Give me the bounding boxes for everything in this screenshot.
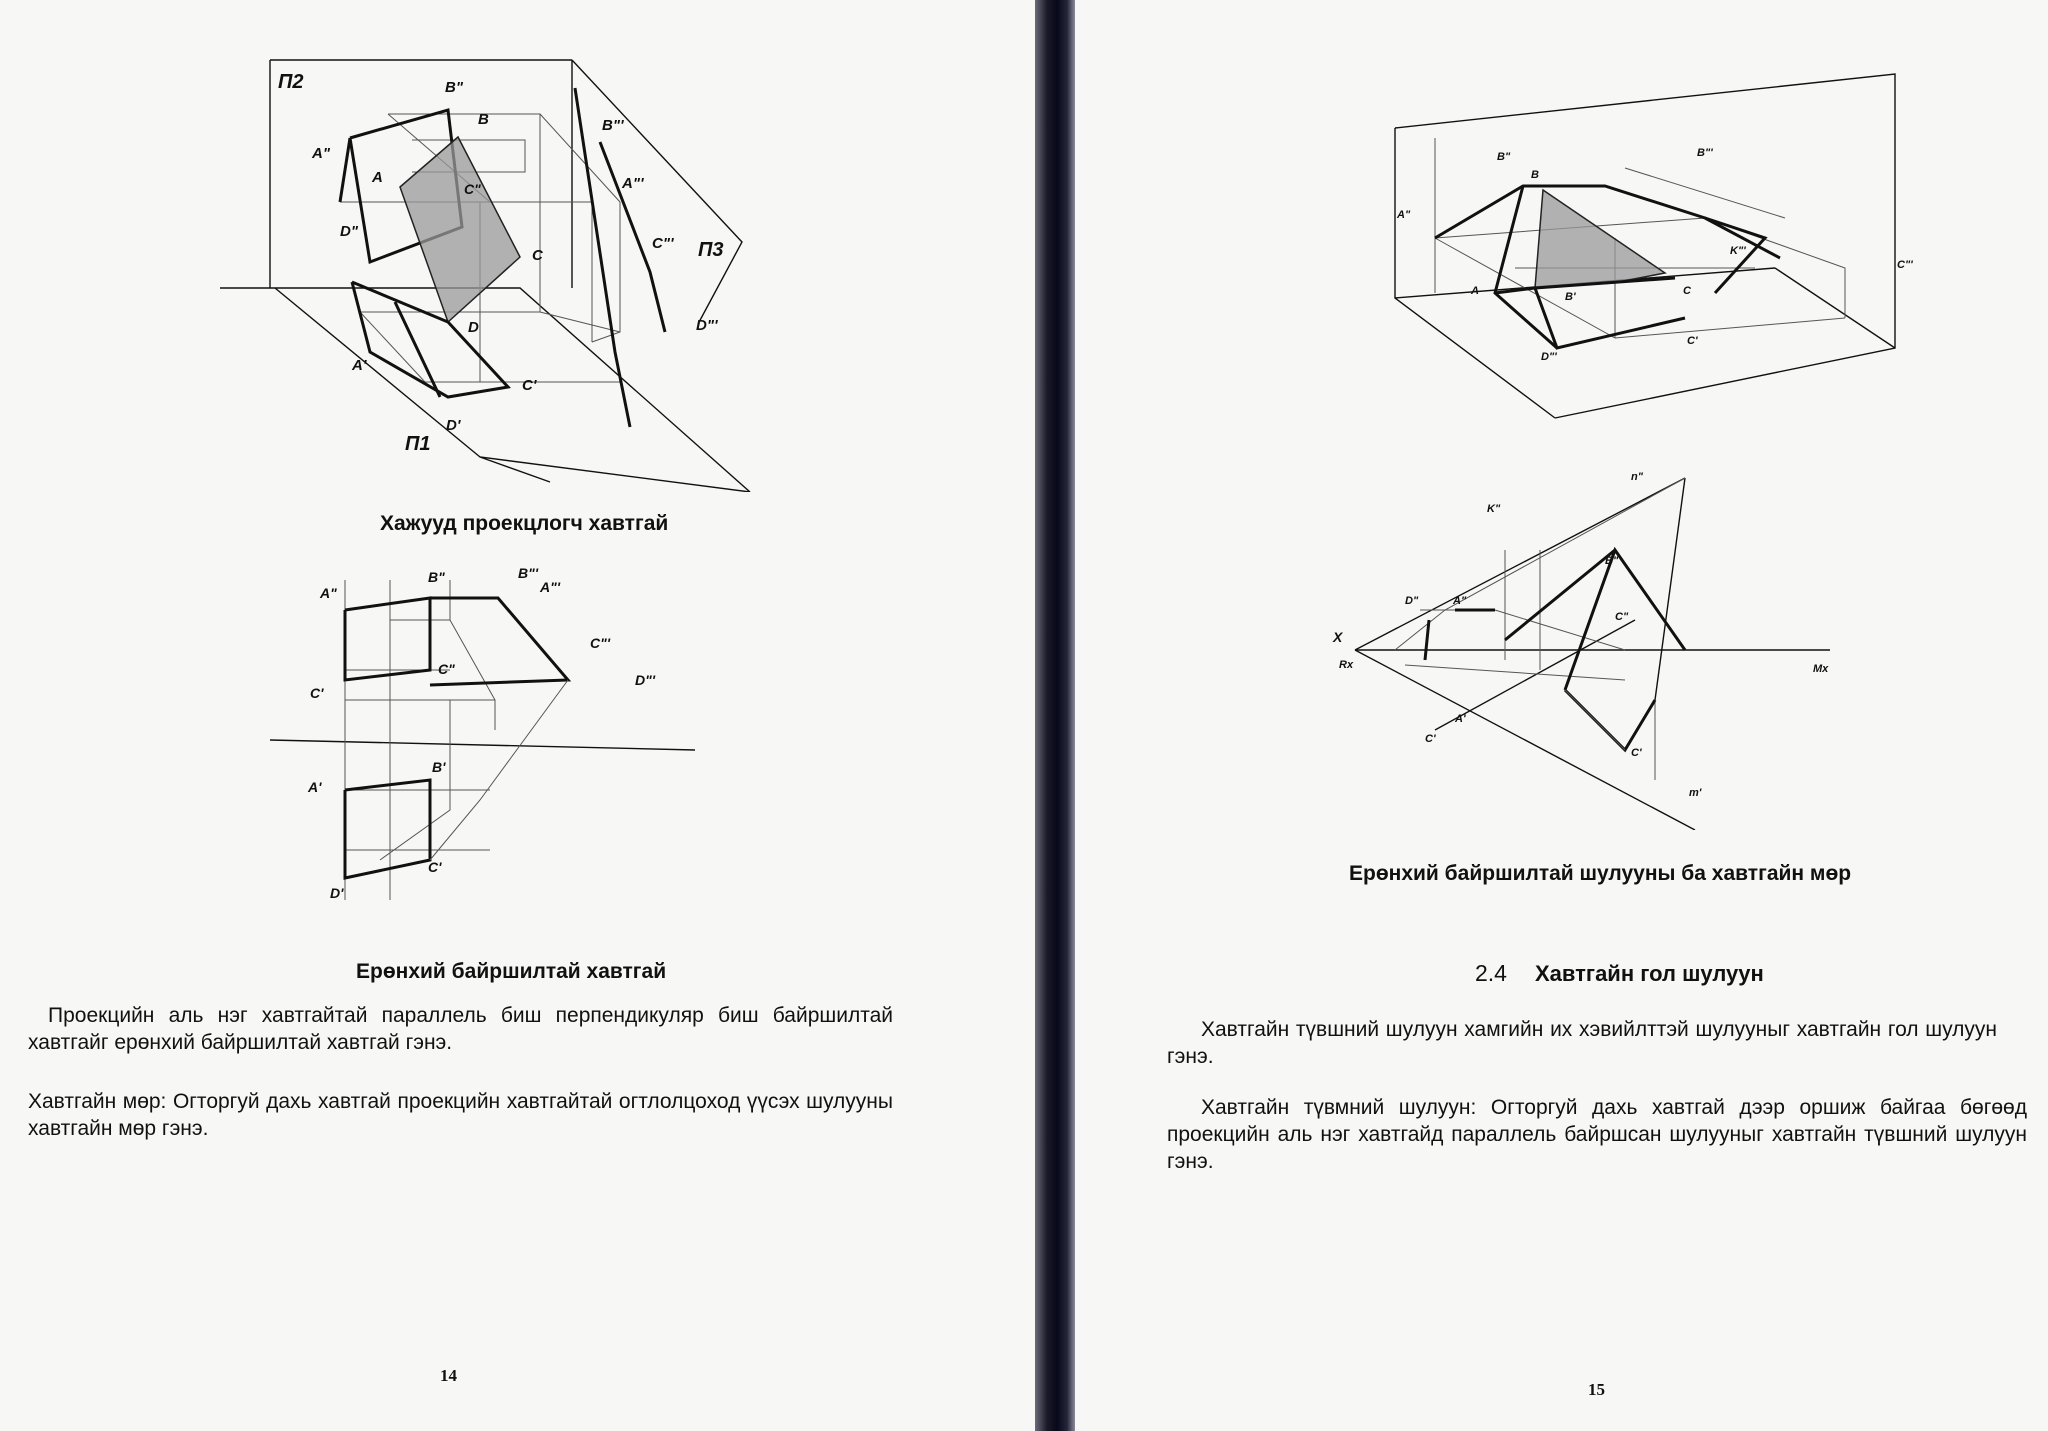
f3-label-b3: B"' <box>1697 147 1713 159</box>
f2-label-c2: C" <box>438 661 455 677</box>
book-spine <box>1035 0 1075 1431</box>
label-d: D <box>468 319 479 336</box>
right-page-number: 15 <box>1588 1380 1605 1399</box>
f2-label-b1: B' <box>432 759 446 775</box>
f4-label-d2: D" <box>1405 595 1419 607</box>
figure-traces-line-plane <box>1325 460 1925 840</box>
label-d3: D"' <box>696 317 718 334</box>
left-paragraph-2: Хавтгайн мөр: Огторгуй дахь хавтгай проекцийн хавтгайтай огтлолцоход үүсэх шулууны хавтгайн мөр гэнэ. <box>28 1090 893 1140</box>
label-a2: A" <box>312 145 330 162</box>
label-c1: C' <box>522 377 537 394</box>
label-b: B <box>478 111 489 128</box>
f4-label-c2: C" <box>1615 611 1629 623</box>
label-a3: A"' <box>622 175 644 192</box>
f2-label-a2: A" <box>320 585 337 601</box>
f4-label-b2: B" <box>1605 555 1619 567</box>
label-a: A <box>372 169 383 186</box>
figure-profile-projecting-plane <box>220 52 760 492</box>
f3-label-a2: A" <box>1397 209 1411 221</box>
f2-label-c3: C"' <box>590 635 611 651</box>
f2-label-d3: D"' <box>635 672 656 688</box>
label-a1: A' <box>352 357 367 374</box>
label-b2: B" <box>445 79 463 96</box>
label-p1: П1 <box>405 433 431 455</box>
f2-label-c1: C' <box>428 859 442 875</box>
label-d1: D' <box>446 417 461 434</box>
right-page <box>1075 0 2048 1431</box>
f2-label-b2: B" <box>428 569 445 585</box>
f3-label-b2: B" <box>1497 151 1511 163</box>
left-page-number: 14 <box>440 1366 457 1385</box>
section-heading <box>1475 960 1764 987</box>
f3-label-c3: C"' <box>1897 259 1913 271</box>
right-paragraph-1: Хавтгайн түвшний шулуун хамгийн их хэвийлттэй шулууныг хавтгайн гол шулуун гэнэ. <box>1167 1018 1997 1068</box>
f2-label-d1: D' <box>330 885 344 900</box>
f3-label-b: B <box>1531 169 1539 181</box>
figure4-caption: Ерөнхий байршилтай шулууны ба хавтгайн мөр <box>1349 862 1852 885</box>
label-c: C <box>532 247 543 264</box>
figure2-caption: Ерөнхий байршилтай хавтгай <box>356 960 667 983</box>
figure-general-plane <box>270 560 710 910</box>
f4-label-n2: n" <box>1631 471 1643 483</box>
label-b3: B"' <box>602 117 624 134</box>
f4-label-mx: Mx <box>1813 663 1829 675</box>
f2-label-a3: A"' <box>540 579 561 595</box>
f3-label-c: C <box>1683 285 1691 297</box>
f3-label-d3: D"' <box>1541 351 1557 363</box>
left-paragraph-1: Проекцийн аль нэг хавтгайтай параллель биш перпендикуляр биш байршилтай хавтгайг ерөнхий байршилтай хавтгай гэнэ. <box>28 1004 893 1054</box>
f4-label-x: X <box>1333 629 1343 645</box>
f4-label-a2: A" <box>1453 595 1467 607</box>
f4-label-k2: K" <box>1487 503 1501 515</box>
figure1-caption: Хажууд проекцлогч хавтгай <box>380 512 669 535</box>
f4-label-rx: Rx <box>1339 659 1354 671</box>
f4-label-c1: C' <box>1631 747 1642 759</box>
section-title: Хавтгайн гол шулуун <box>1534 961 1764 986</box>
label-c2: C" <box>464 181 481 197</box>
f2-label-a1: A' <box>308 779 322 795</box>
label-c3: C"' <box>652 235 674 252</box>
label-d2: D" <box>340 223 358 240</box>
label-p2: П2 <box>278 71 304 93</box>
section-number: 2.4 <box>1475 960 1507 986</box>
f3-label-c1: C' <box>1687 335 1698 347</box>
f3-label-k3: K"' <box>1730 245 1746 257</box>
f4-label-c1l: C' <box>1425 733 1436 745</box>
f3-label-a: A <box>1471 285 1479 297</box>
f3-label-b1: B' <box>1565 291 1576 303</box>
figure-plane-triangle-perspective <box>1375 68 1995 428</box>
f4-label-a1: A' <box>1455 713 1466 725</box>
f4-label-m1: m' <box>1689 787 1702 799</box>
label-p3: П3 <box>698 239 724 261</box>
f2-label-b3: B"' <box>518 565 539 581</box>
right-paragraph-2: Хавтгайн түвмний шулуун: Огторгуй дахь хавтгай дээр оршиж байгаа бөгөөд проекцийн аль нэг хавтгайд параллель байршсан шулууныг хавтгайн түвшний шулуун гэнэ. <box>1167 1096 2027 1173</box>
f2-label-c1l: C' <box>310 685 324 701</box>
